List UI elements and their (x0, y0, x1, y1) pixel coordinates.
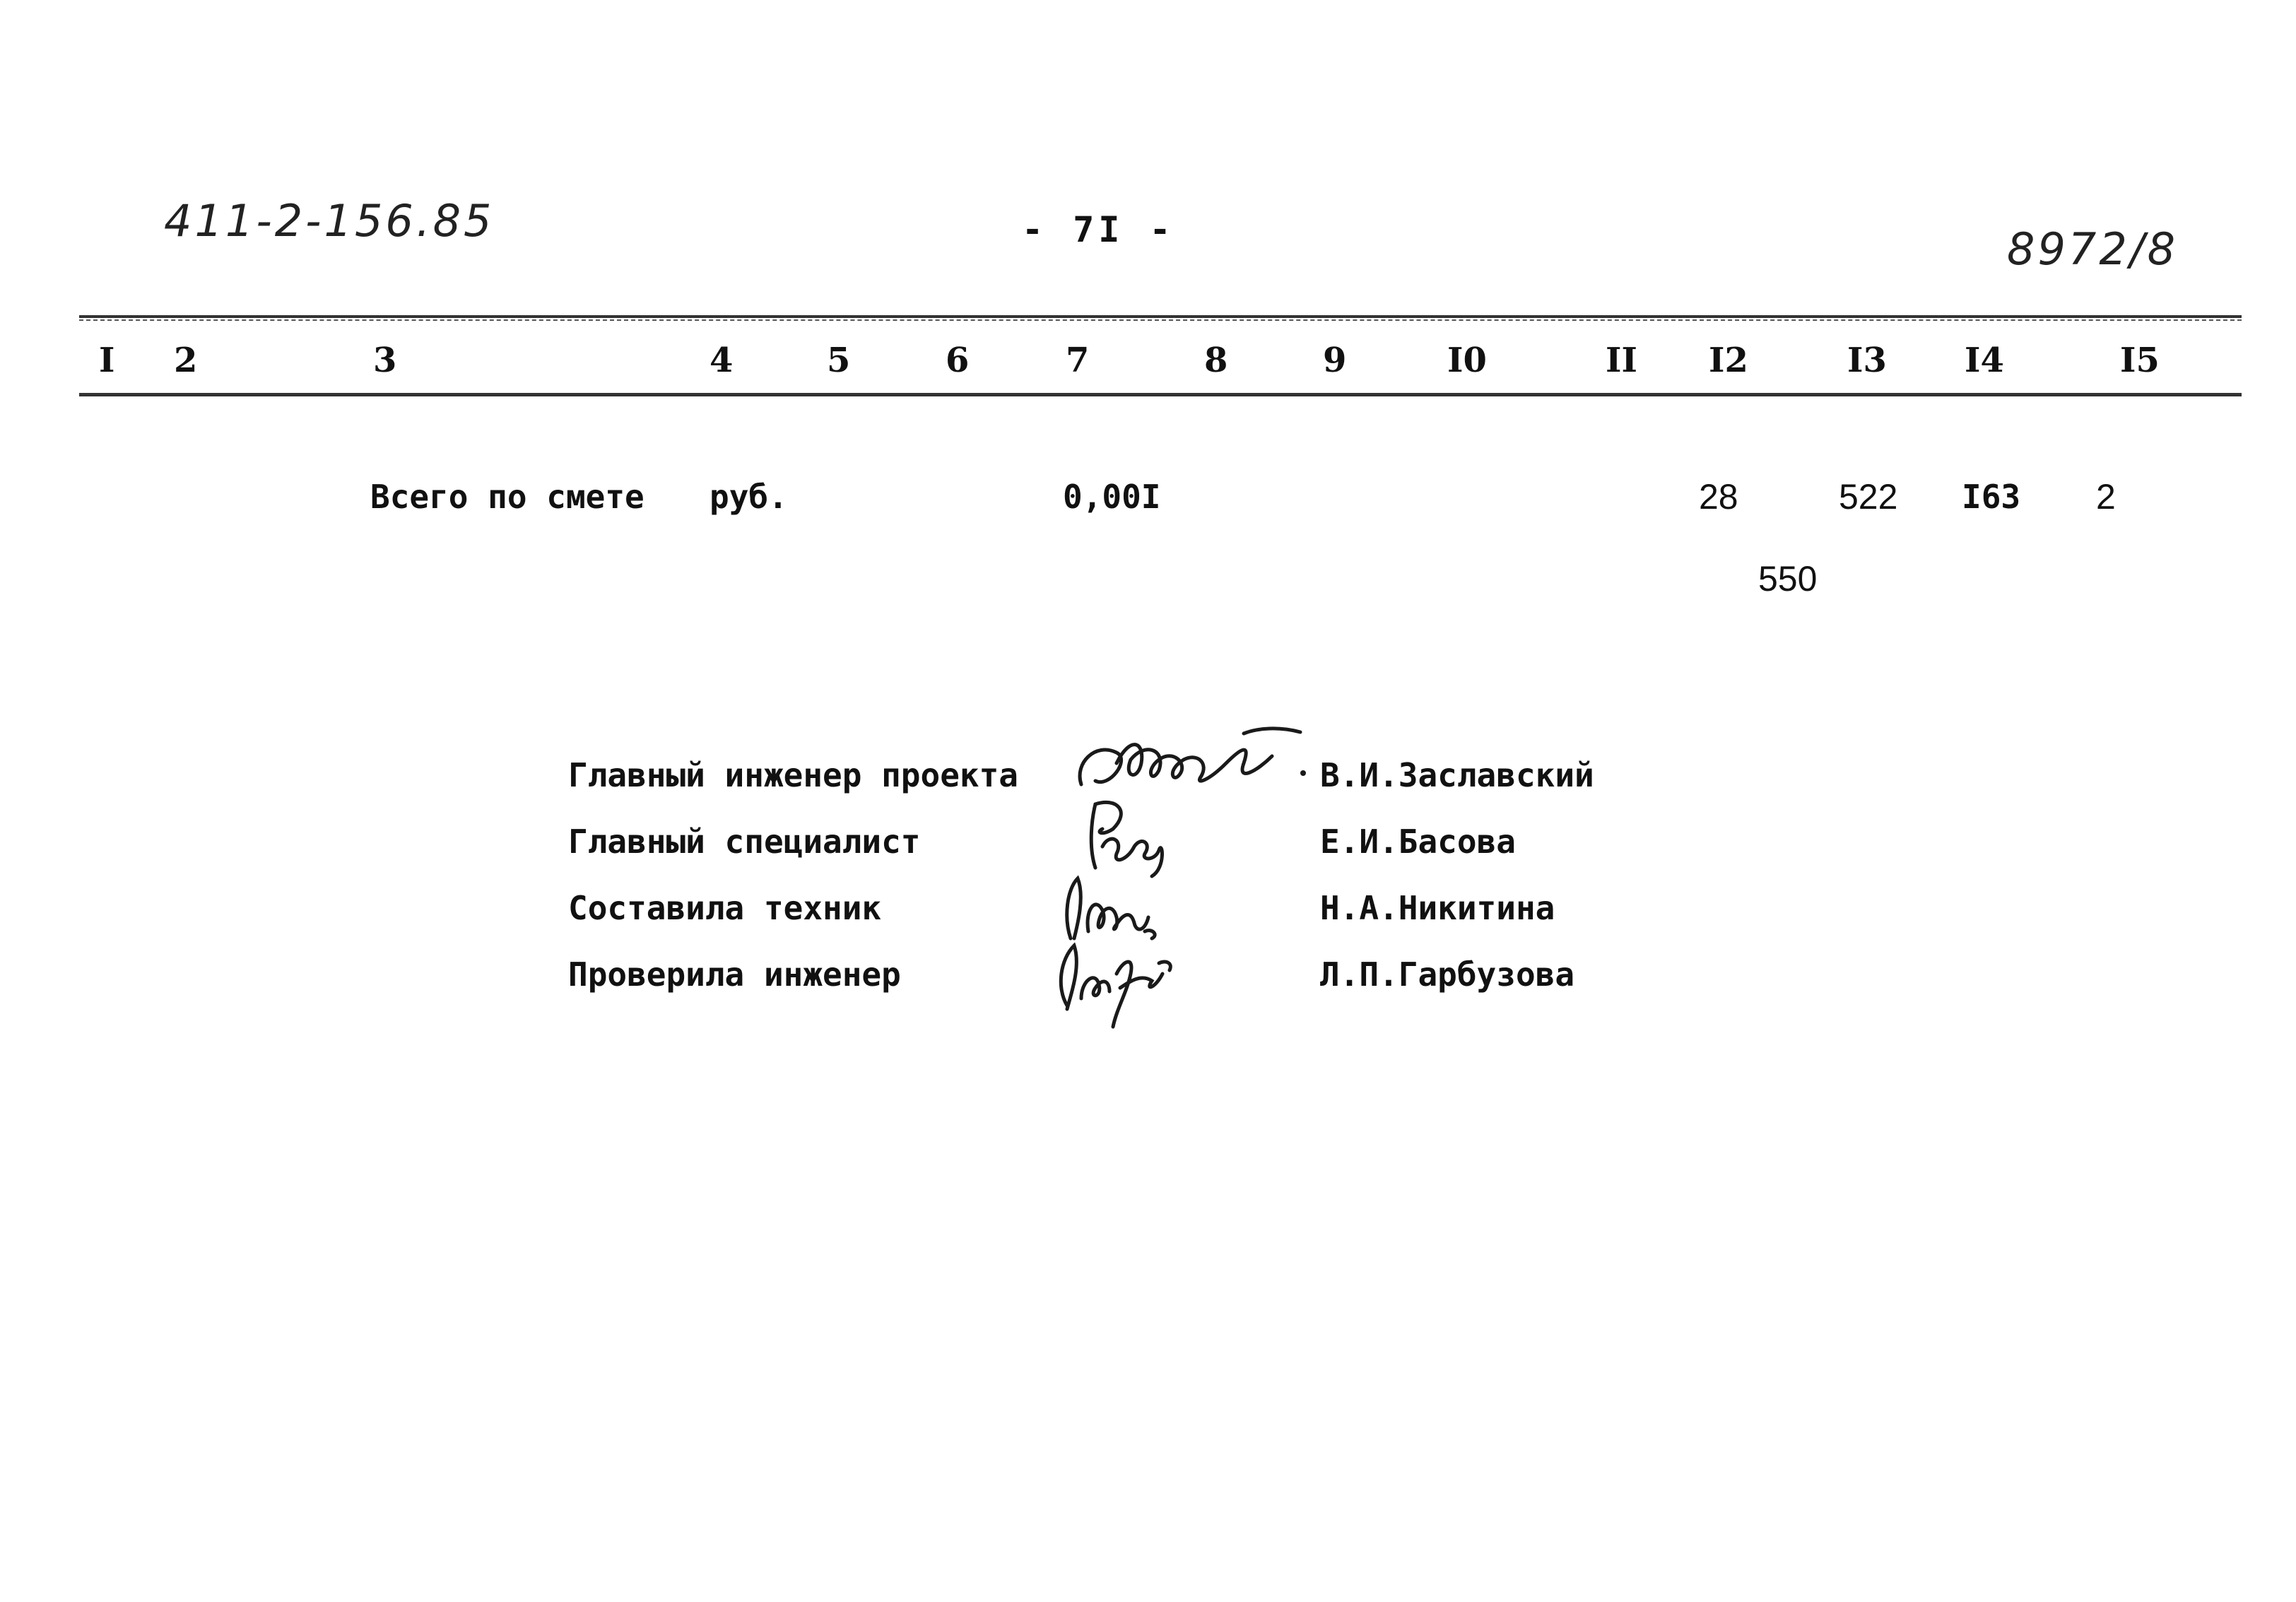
table-top-rule (79, 315, 2242, 318)
signature-name: Н.А.Никитина (1320, 889, 1555, 927)
signature-title: Составила техник (568, 889, 882, 927)
column-number: I5 (2120, 341, 2160, 380)
sheet-code: 8972/8 (2007, 223, 2179, 275)
signature-title: Главный инженер проекта (568, 756, 1018, 794)
signature-title: Проверила инженер (568, 955, 901, 994)
signature-name: Л.П.Гарбузова (1320, 955, 1575, 994)
signature-name: Е.И.Басова (1320, 823, 1516, 861)
column-number: 3 (373, 341, 397, 380)
column-number: 2 (174, 341, 198, 380)
column-number: I4 (1965, 341, 2004, 380)
total-col13: 522 (1839, 477, 1898, 517)
column-number: 4 (710, 341, 734, 380)
column-number: I2 (1709, 341, 1748, 380)
total-col14: I63 (1962, 478, 2021, 516)
table-header-bottom-rule (79, 393, 2242, 396)
column-number: 7 (1066, 341, 1090, 380)
signature-name: В.И.Заславский (1320, 756, 1594, 794)
column-number: I (99, 341, 115, 380)
column-number: 8 (1204, 341, 1228, 380)
column-number: II (1606, 341, 1637, 380)
column-number: I3 (1847, 341, 1887, 380)
total-col15: 2 (2096, 477, 2116, 517)
column-number: 5 (827, 341, 851, 380)
signature-title: Главный специалист (568, 823, 921, 861)
column-number: 6 (946, 341, 970, 380)
total-col12: 28 (1699, 477, 1738, 517)
total-col12-continued: 550 (1758, 559, 1818, 599)
handwritten-signature-1 (1067, 721, 1307, 806)
page-number: - 7I - (1022, 209, 1175, 250)
total-unit: руб. (710, 478, 788, 516)
table-top-rule-secondary (79, 319, 2242, 321)
handwritten-signature-4 (1039, 931, 1180, 1030)
total-label: Всего по смете (370, 478, 644, 516)
column-number: I0 (1447, 341, 1487, 380)
column-number: 9 (1323, 341, 1347, 380)
document-code: 411-2-156.85 (164, 195, 495, 247)
total-col7: 0,00I (1063, 478, 1161, 516)
